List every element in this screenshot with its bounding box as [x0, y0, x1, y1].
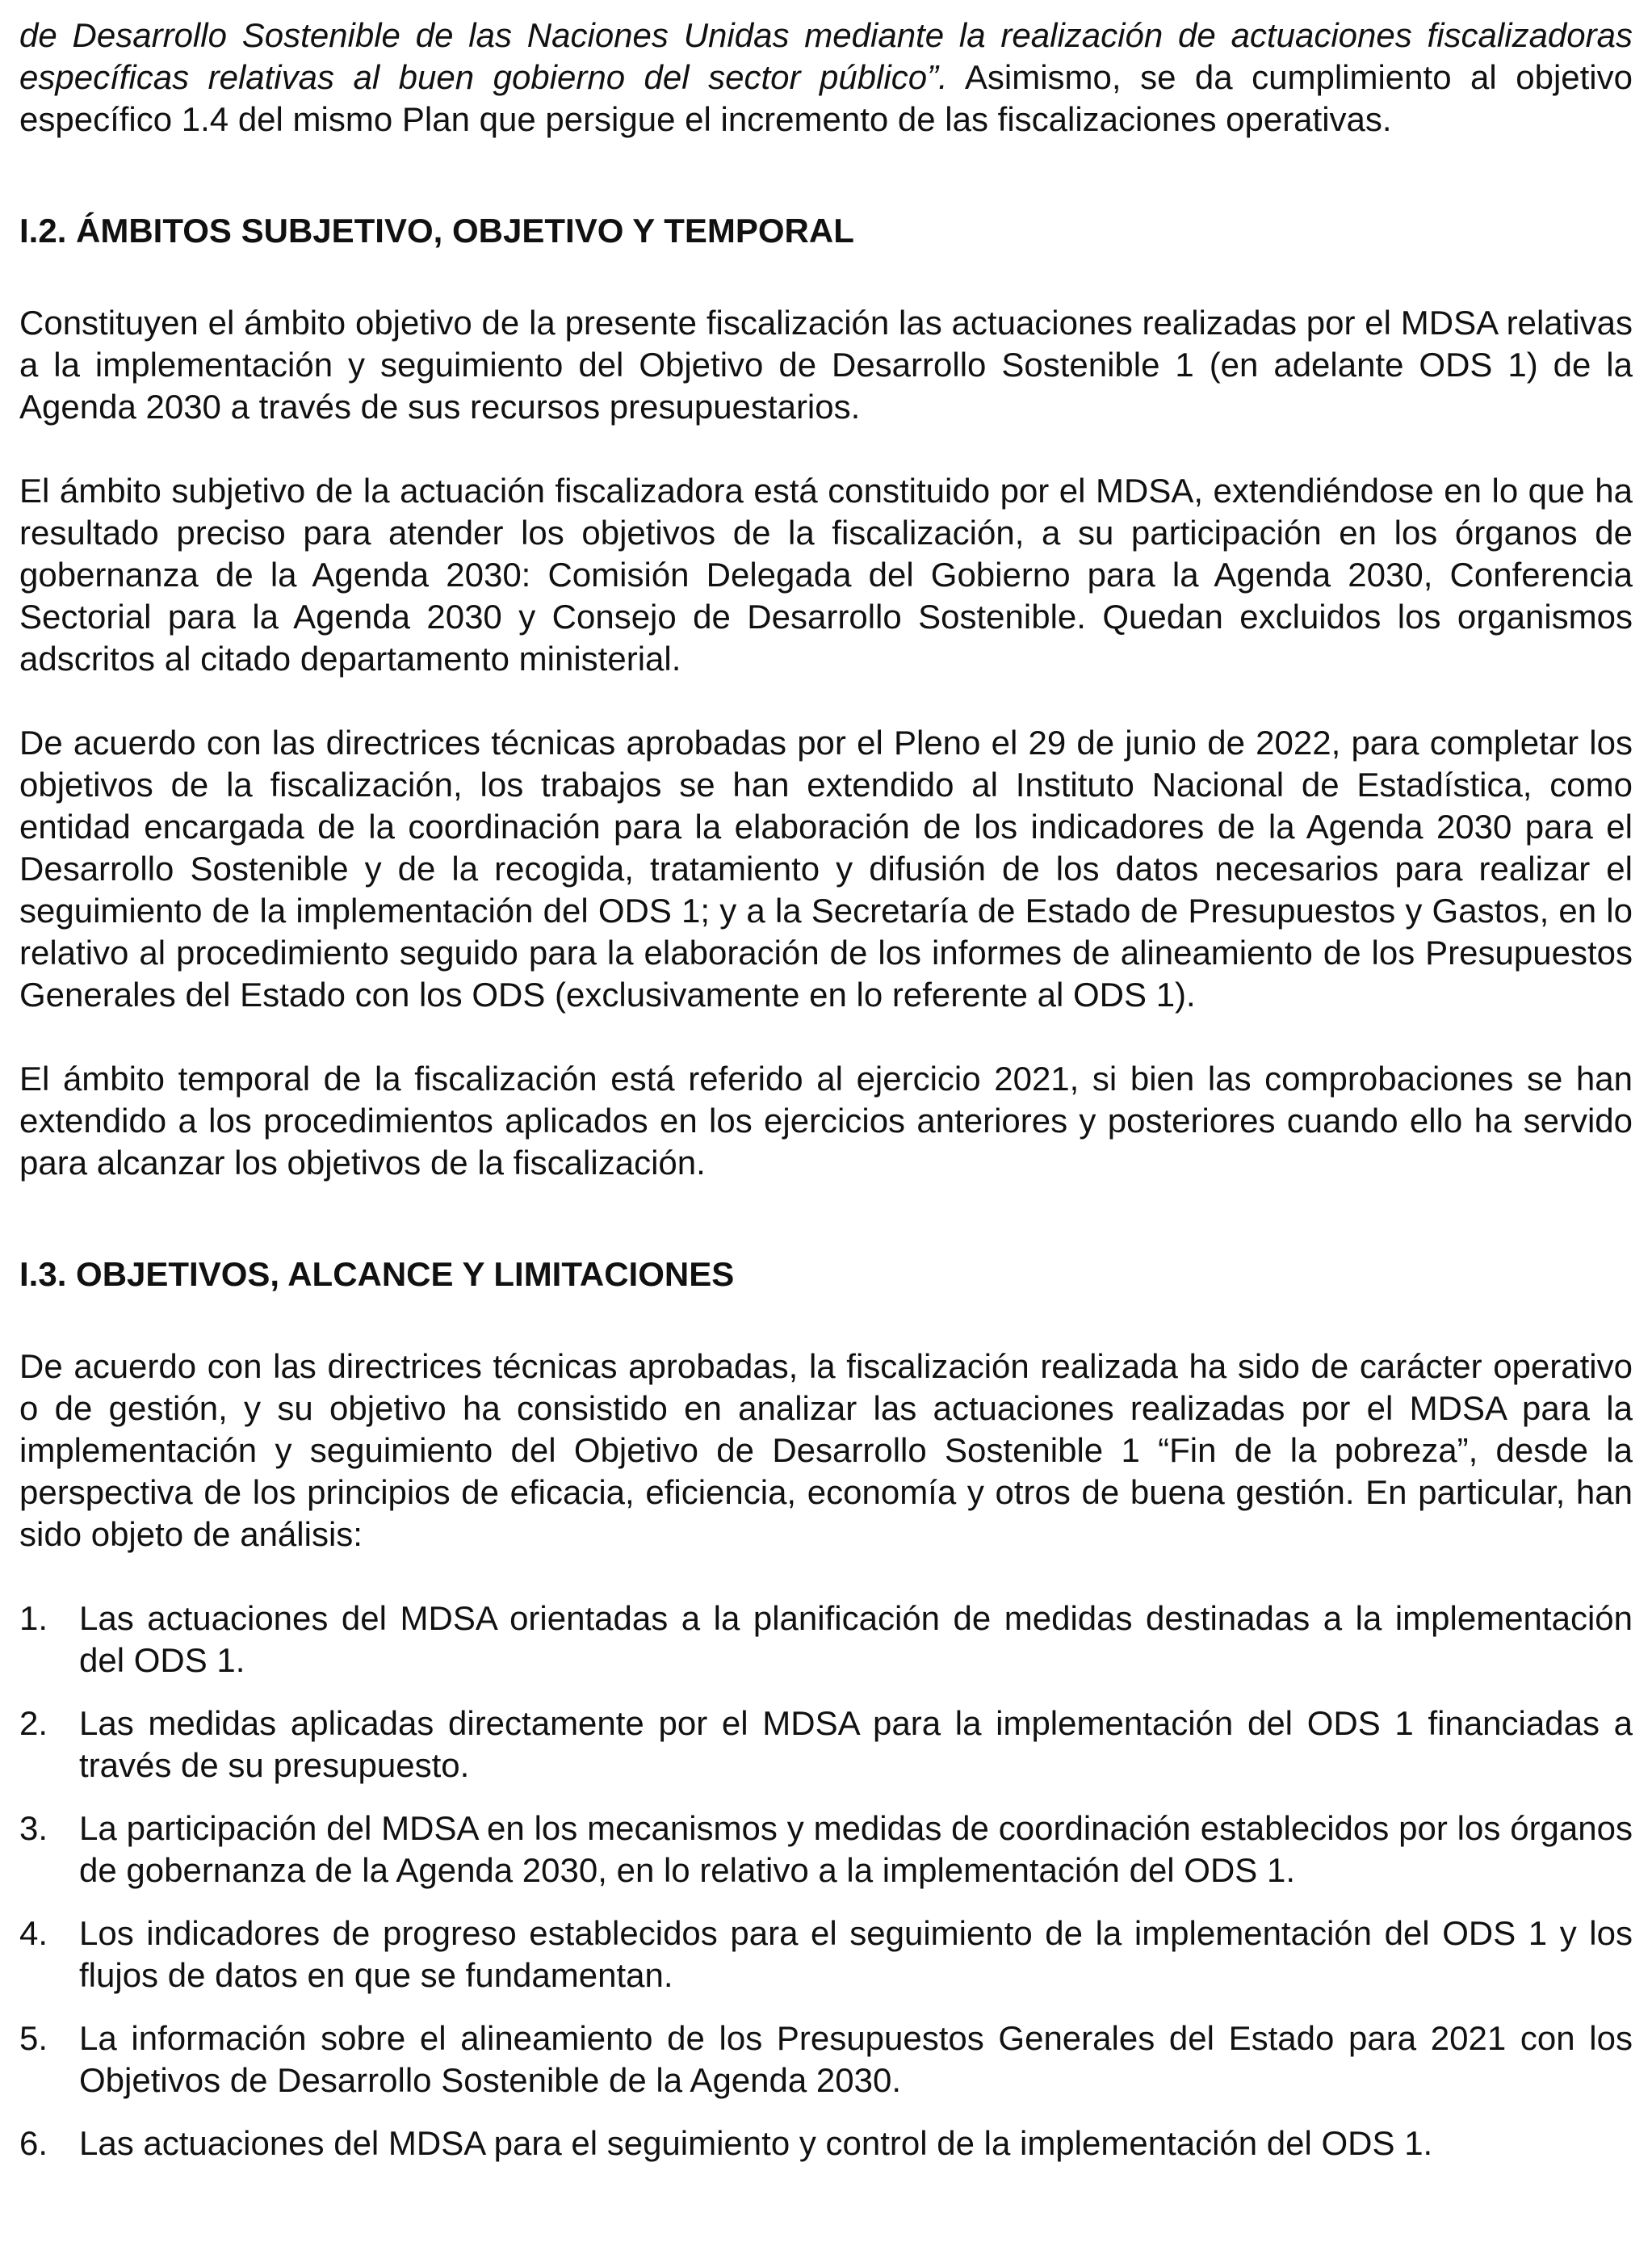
list-item-text: Los indicadores de progreso establecidos para el seguimiento de la implementación del ODS 1 y los flujos de datos en que se fundamentan.: [79, 1914, 1633, 1994]
list-item-number: 1.: [19, 1599, 48, 1637]
scope-directives-paragraph: De acuerdo con las directrices técnicas aprobadas por el Pleno el 29 de junio de 2022, para completar los objetivos de la fiscalización, los trabajos se han extendido al Instituto Nacional de Estadística, como entidad encargada de la coordinación para la elaboración de los indicadores de la Agenda 2030 para el Desarrollo Sostenible y de la recogida, tratamiento y difusión de los datos necesarios para realizar el seguimiento de la implementación del ODS 1; y a la Secretaría de Estado de Presupuestos y Gastos, en lo relativo al procedimiento seguido para la elaboración de los informes de alineamiento de los Presupuestos Generales del Estado con los ODS (exclusivamente en lo referente al ODS 1).: [19, 724, 1633, 1014]
document-page: [19, 15, 1633, 2185]
objectives-list: [19, 1598, 1633, 2164]
list-item-number: 6.: [19, 2124, 48, 2162]
scope-objective-paragraph: Constituyen el ámbito objetivo de la presente fiscalización las actuaciones realizadas por el MDSA relativas a la implementación y seguimiento del Objetivo de Desarrollo Sostenible 1 (en adelante ODS 1) de la Agenda 2030 a través de sus recursos presupuestarios.: [19, 304, 1633, 426]
list-item-text: Las actuaciones del MDSA orientadas a la planificación de medidas destinadas a la implementación del ODS 1.: [79, 1599, 1633, 1679]
section-heading-objectives: I.3. OBJETIVOS, ALCANCE Y LIMITACIONES: [19, 1255, 735, 1293]
objectives-intro-paragraph: De acuerdo con las directrices técnicas aprobadas, la fiscalización realizada ha sido de carácter operativo o de gestión, y su objetivo ha consistido en analizar las actuaciones realizadas por el MDSA para la implementación y seguimiento del Objetivo de Desarrollo Sostenible 1 “Fin de la pobreza”, desde la perspectiva de los principios de eficacia, eficiencia, economía y otros de buena gestión. En particular, han sido objeto de análisis:: [19, 1347, 1633, 1553]
section-heading-scope: I.2. ÁMBITOS SUBJETIVO, OBJETIVO Y TEMPORAL: [19, 212, 854, 250]
intro-normal-text: Asimismo, se da cumplimiento al objetivo específico 1.4 del mismo Plan que persigue el incremento de las fiscalizaciones operativas.: [19, 58, 1633, 138]
list-item-number: 2.: [19, 1704, 48, 1742]
list-item-number: 4.: [19, 1914, 48, 1952]
list-item: [19, 1598, 1633, 1682]
intro-paragraph: [19, 15, 1633, 141]
list-item: [19, 1702, 1633, 1786]
list-item: [19, 1912, 1633, 1996]
list-item-number: 5.: [19, 2019, 48, 2057]
list-item: [19, 2122, 1633, 2164]
intro-italic-text: de Desarrollo Sostenible de las Naciones Unidas mediante la realización de actuaciones fiscalizadoras específicas relativas al buen gobierno del sector público”.: [19, 16, 1633, 96]
list-item-text: La participación del MDSA en los mecanismos y medidas de coordinación establecidos por los órganos de gobernanza de la Agenda 2030, en lo relativo a la implementación del ODS 1.: [79, 1809, 1633, 1889]
list-item-text: Las medidas aplicadas directamente por el MDSA para la implementación del ODS 1 financiadas a través de su presupuesto.: [79, 1704, 1633, 1784]
list-item-text: La información sobre el alineamiento de los Presupuestos Generales del Estado para 2021 con los Objetivos de Desarrollo Sostenible de la Agenda 2030.: [79, 2019, 1633, 2099]
list-item-text: Las actuaciones del MDSA para el seguimiento y control de la implementación del ODS 1.: [79, 2124, 1433, 2162]
list-item: [19, 2017, 1633, 2101]
list-item-number: 3.: [19, 1809, 48, 1847]
scope-temporal-paragraph: El ámbito temporal de la fiscalización está referido al ejercicio 2021, si bien las comprobaciones se han extendido a los procedimientos aplicados en los ejercicios anteriores y posteriores cuando ello ha servido para alcanzar los objetivos de la fiscalización.: [19, 1060, 1633, 1182]
list-item: [19, 1807, 1633, 1891]
scope-subjective-paragraph: El ámbito subjetivo de la actuación fiscalizadora está constituido por el MDSA, extendiéndose en lo que ha resultado preciso para atender los objetivos de la fiscalización, a su participación en los órganos de gobernanza de la Agenda 2030: Comisión Delegada del Gobierno para la Agenda 2030, Conferencia Sectorial para la Agenda 2030 y Consejo de Desarrollo Sostenible. Quedan excluidos los organismos adscritos al citado departamento ministerial.: [19, 472, 1633, 678]
